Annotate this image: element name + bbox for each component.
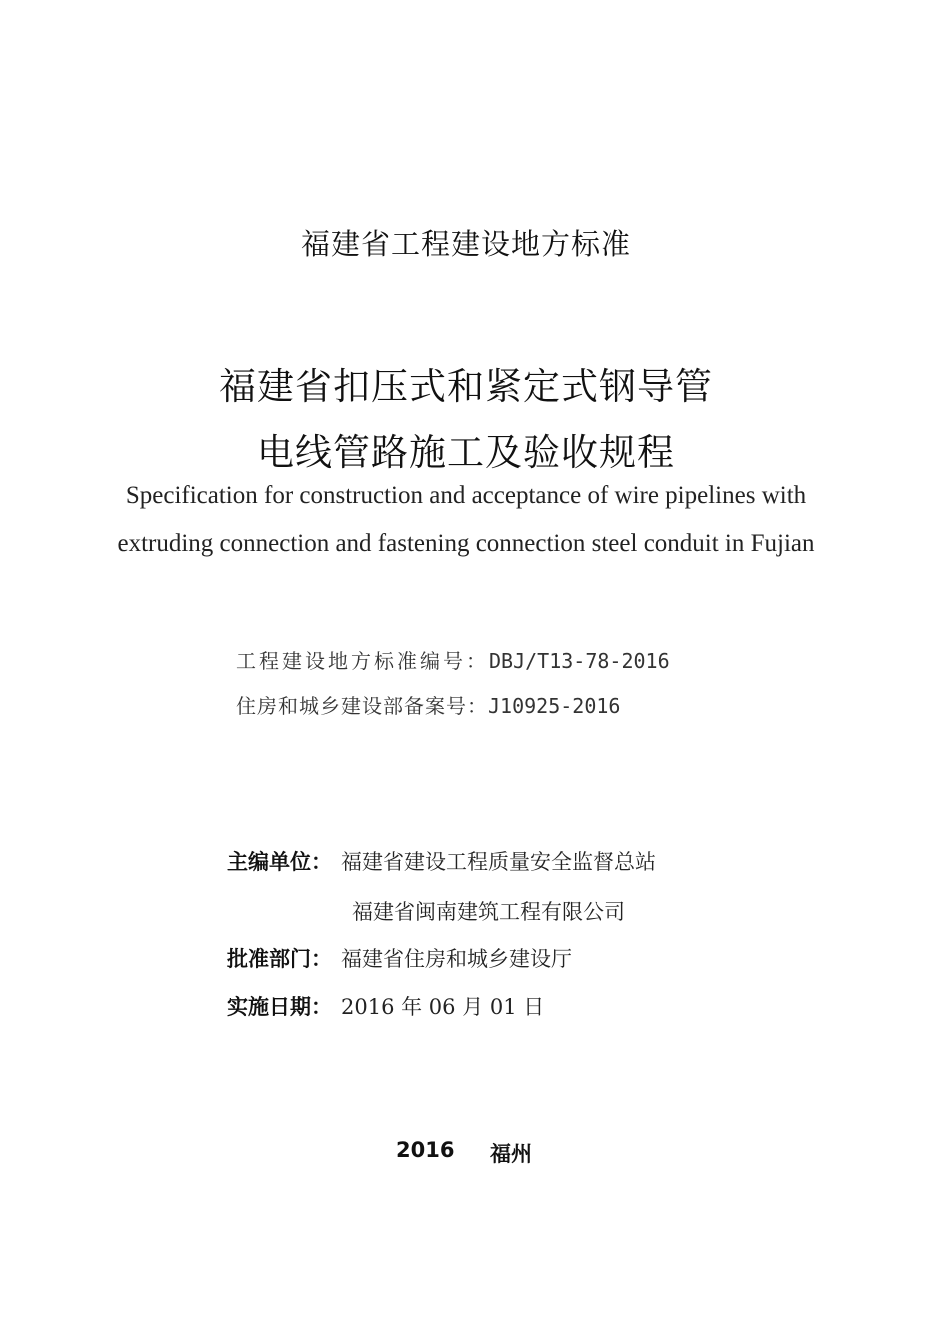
standard-number-value: DBJ/T13-78-2016 — [489, 649, 670, 673]
record-number — [236, 690, 620, 719]
editor-label: 主编单位： — [227, 850, 332, 874]
effective-date-label: 实施日期： — [227, 995, 332, 1019]
title-en-line-1: Specification for construction and acceptance of wire pipelines with — [125, 482, 807, 509]
approver-label: 批准部门： — [227, 947, 332, 971]
approver-value: 福建省住房和城乡建设厅 — [341, 947, 572, 971]
record-number-value: J10925-2016 — [488, 694, 621, 718]
record-number-label: 住房和城乡建设部备案号： — [236, 694, 488, 718]
title-cn-line-2: 电线管路施工及验收规程 — [257, 431, 675, 474]
effective-date-value: 2016 年 06 月 01 日 — [341, 995, 545, 1019]
standard-number — [236, 645, 670, 674]
publish-city: 福州 — [490, 1142, 532, 1166]
editor-unit-2: 福建省闽南建筑工程有限公司 — [352, 900, 625, 924]
standard-category: 福建省工程建设地方标准 — [300, 227, 631, 261]
editor-unit-1: 福建省建设工程质量安全监督总站 — [341, 850, 656, 874]
title-en-line-2: extruding connection and fastening connection steel conduit in Fujian — [117, 530, 815, 557]
publish-year: 2016 — [396, 1138, 455, 1162]
title-cn-line-1: 福建省扣压式和紧定式钢导管 — [219, 365, 713, 408]
standard-number-label: 工程建设地方标准编号： — [236, 649, 489, 673]
